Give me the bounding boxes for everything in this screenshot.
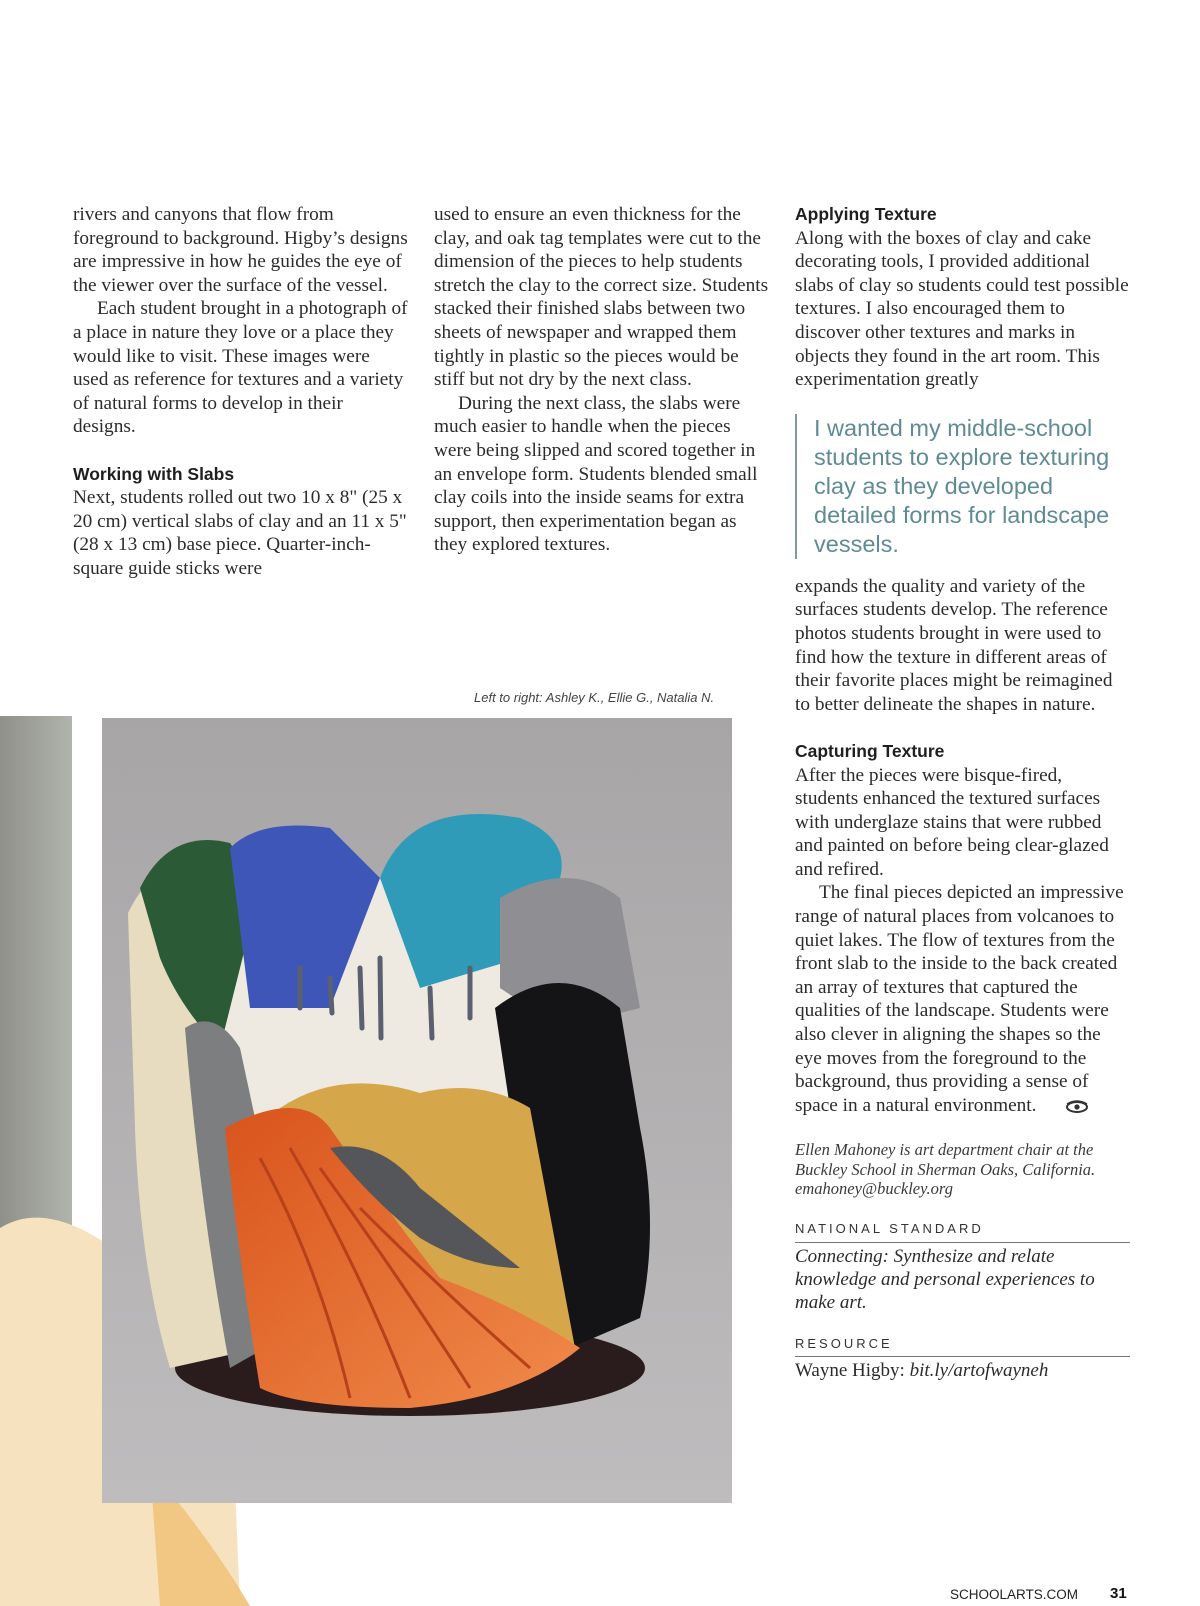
body-paragraph-text: The final pieces depicted an impressive range of natural places from volcanoes to quiet lakes. The flow of textures from the front slab to the inside to the back created an array of textures that captured the qualities of the landscape. Students were also clever in aligning the shapes so the eye moves from the foreground to the background, thus providing a sense of space in a natural environment. — [795, 882, 1124, 1116]
resource-label: RESOURCE — [795, 1332, 1130, 1358]
body-paragraph: expands the quality and variety of the surfaces students develop. The reference photos students brought in were used to find how the texture in different areas of their favorite places might be reimagined to better delineate the shapes in nature. — [795, 575, 1113, 715]
section-heading-working-with-slabs: Working with Slabs — [73, 463, 235, 484]
body-paragraph: During the next class, the slabs were much easier to handle when the pieces were being slipped and scored together in an envelope form. Students blended small clay coils into the inside seams for extra support, then experimentation began as they explored textures. — [434, 392, 758, 556]
body-paragraph: rivers and canyons that flow from foreground to background. Higby’s designs are impressive in how he guides the eye of the viewer over the surface of the vessel. — [73, 204, 408, 296]
end-mark-eye-icon — [1041, 1097, 1089, 1121]
column-3 — [795, 203, 1130, 1382]
section-heading-capturing-texture: Capturing Texture — [795, 740, 945, 761]
national-standard-text: Connecting: Synthesize and relate knowledge and personal experiences to make art. — [795, 1245, 1095, 1313]
body-paragraph — [795, 881, 1130, 1120]
resource-entry — [795, 1359, 1130, 1382]
resource-name: Wayne Higby: — [795, 1360, 910, 1382]
vessel-photo — [0, 708, 740, 1606]
body-paragraph: After the pieces were bisque-fired, students enhanced the textured surfaces with underglaze stains that were rubbed and painted on before being clear-glazed and refired. — [795, 764, 1109, 880]
section-heading-applying-texture: Applying Texture — [795, 204, 937, 224]
body-paragraph: used to ensure an even thickness for the clay, and oak tag templates were cut to the dimension of the pieces to help students stretch the clay to the correct size. Students stacked their finished slabs between two sheets of newspaper and wrapped them tightly in plastic so the pieces would be stiff but not dry by the next class. — [434, 204, 769, 391]
column-2 — [434, 203, 769, 557]
author-bio: Ellen Mahoney is art department chair at the Buckley School in Sherman Oaks, California. emahoney@buckley.org — [795, 1140, 1096, 1199]
national-standard-label: NATIONAL STANDARD — [795, 1217, 1130, 1243]
column-1 — [73, 203, 408, 581]
body-paragraph: Next, students rolled out two 10 x 8" (25 x 20 cm) vertical slabs of clay and an 11 x 5" (28 x 13 cm) base piece. Quarter-inch-square guide sticks were — [73, 487, 407, 579]
footer-site-name: SCHOOLARTS.COM — [950, 1587, 1079, 1602]
photo-caption: Left to right: Ashley K., Ellie G., Natalia N. — [474, 690, 715, 705]
pull-quote: I wanted my middle-school students to explore texturing clay as they developed detailed forms for landscape vessels. — [795, 414, 1130, 559]
body-paragraph: Along with the boxes of clay and cake decorating tools, I provided additional slabs of clay so students could test possible textures. I also encouraged them to discover other textures and marks in objects they found in the art room. This experimentation greatly — [795, 227, 1129, 391]
resource-link[interactable]: bit.ly/artofwayneh — [909, 1360, 1049, 1382]
page-number: 31 — [1110, 1585, 1127, 1602]
body-paragraph: Each student brought in a photograph of a place in nature they love or a place they would like to visit. These images were used as reference for textures and a variety of natural forms to develop in their designs. — [73, 298, 408, 438]
